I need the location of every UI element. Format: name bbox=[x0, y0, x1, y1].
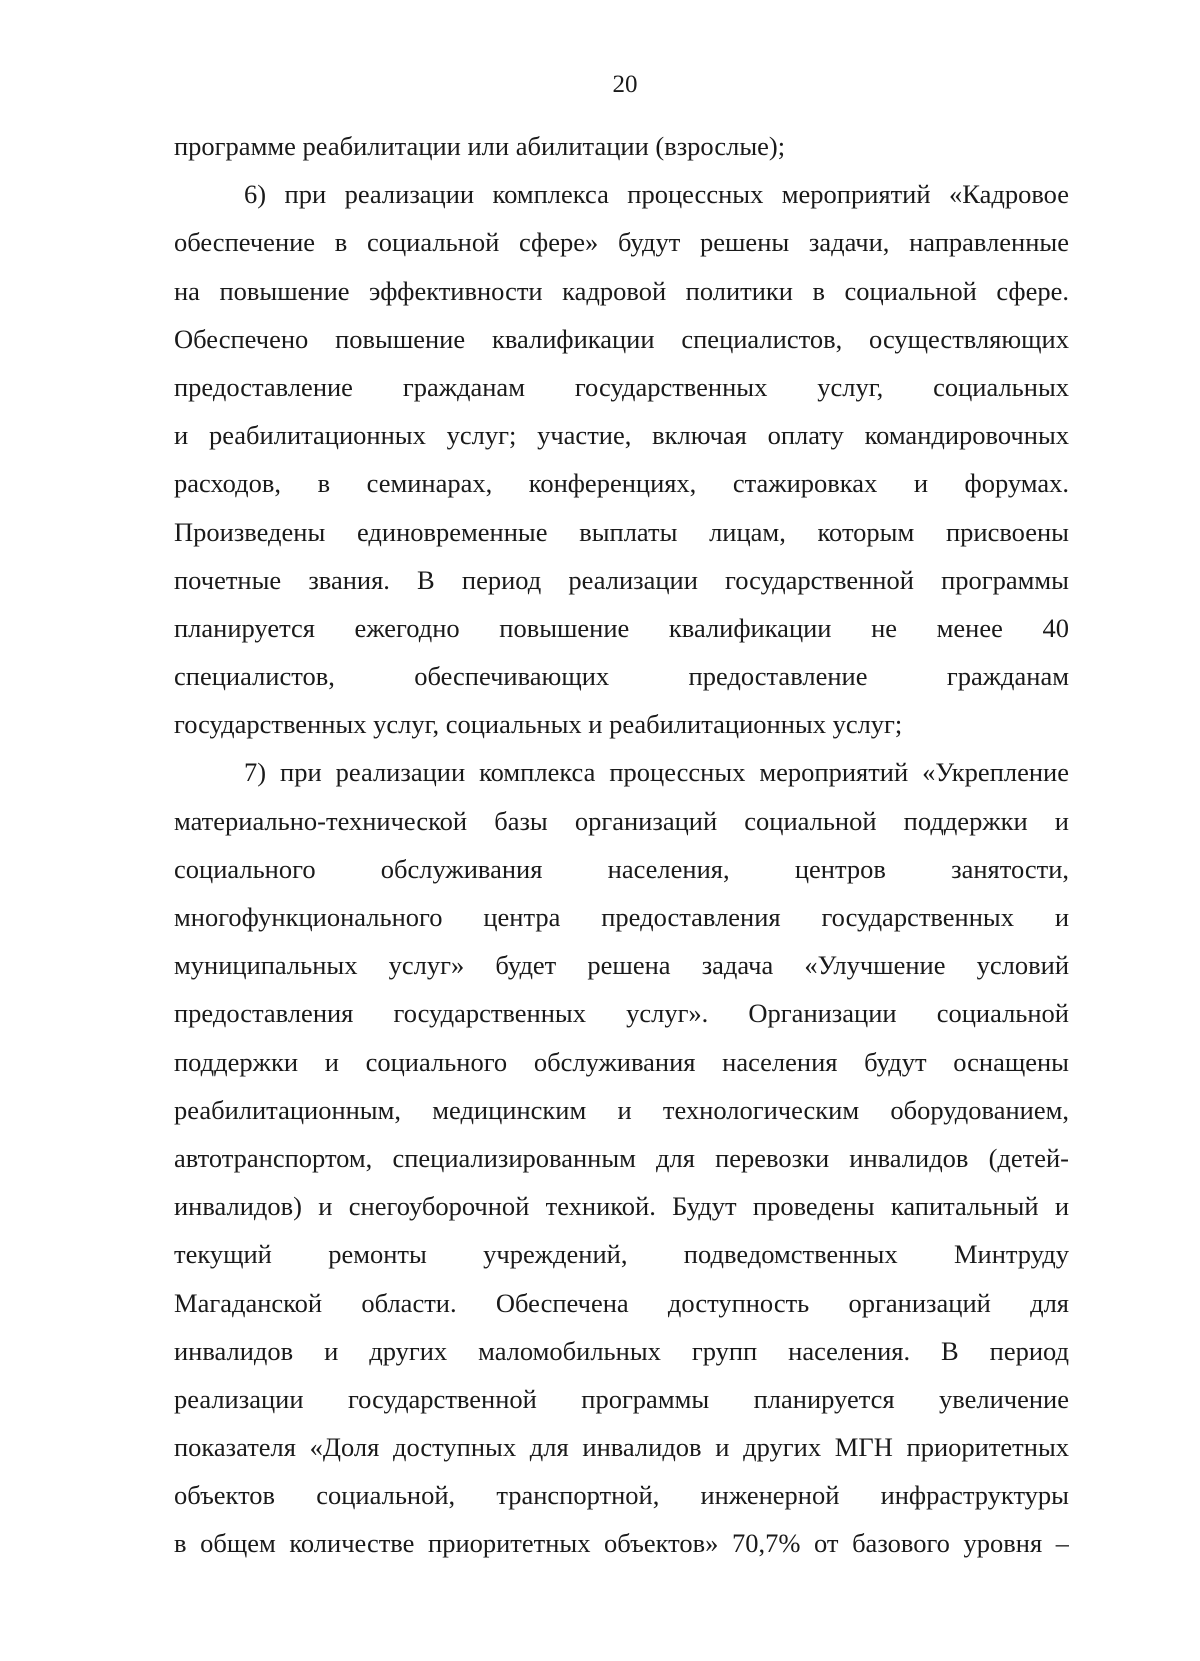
text-line: муниципальных услуг» будет решена задача «Улучшение условий bbox=[174, 950, 1069, 981]
text-line: расходов, в семинарах, конференциях, стажировках и форумах. bbox=[174, 468, 1069, 499]
text-line: Магаданской области. Обеспечена доступность организаций для bbox=[174, 1287, 1069, 1318]
text-line: почетные звания. В период реализации государственной программы bbox=[174, 564, 1069, 595]
body-text bbox=[174, 122, 1069, 1568]
text-line: инвалидов и других маломобильных групп населения. В период bbox=[174, 1335, 1069, 1366]
text-line: в общем количестве приоритетных объектов» 70,7% от базового уровня – bbox=[174, 1528, 1069, 1559]
text-line: программе реабилитации или абилитации (взрослые); bbox=[174, 131, 786, 161]
text-line: предоставления государственных услуг». Организации социальной bbox=[174, 998, 1069, 1029]
text-line: 6) при реализации комплекса процессных мероприятий «Кадровое bbox=[244, 179, 1069, 210]
page-number: 20 bbox=[612, 71, 638, 98]
text-line: многофункционального центра предоставления государственных и bbox=[174, 902, 1069, 932]
text-line: поддержки и социального обслуживания населения будут оснащены bbox=[174, 1046, 1069, 1077]
text-line: государственных услуг, социальных и реабилитационных услуг; bbox=[174, 709, 903, 740]
text-line: и реабилитационных услуг; участие, включая оплату командировочных bbox=[174, 420, 1069, 451]
text-line: предоставление гражданам государственных услуг, социальных bbox=[174, 371, 1069, 402]
text-line: специалистов, обеспечивающих предоставление гражданам bbox=[174, 661, 1069, 692]
text-line: реабилитационным, медицинским и технологическим оборудованием, bbox=[174, 1094, 1069, 1125]
text-line: 7) при реализации комплекса процессных мероприятий «Укрепление bbox=[244, 757, 1069, 788]
text-line: обеспечение в социальной сфере» будут решены задачи, направленные bbox=[174, 227, 1069, 258]
text-line: социального обслуживания населения, центров занятости, bbox=[174, 853, 1069, 884]
text-line: Обеспечено повышение квалификации специалистов, осуществляющих bbox=[174, 323, 1069, 354]
text-line: Произведены единовременные выплаты лицам, которым присвоены bbox=[174, 516, 1069, 547]
text-line: объектов социальной, транспортной, инженерной инфраструктуры bbox=[174, 1480, 1069, 1511]
text-line: реализации государственной программы планируется увеличение bbox=[174, 1383, 1069, 1414]
text-line: автотранспортом, специализированным для перевозки инвалидов (детей- bbox=[174, 1142, 1069, 1173]
text-line: текущий ремонты учреждений, подведомственных Минтруду bbox=[174, 1239, 1069, 1270]
text-line: на повышение эффективности кадровой политики в социальной сфере. bbox=[174, 275, 1069, 306]
text-line: материально-технической базы организаций социальной поддержки и bbox=[174, 805, 1069, 836]
text-line: планируется ежегодно повышение квалификации не менее 40 bbox=[174, 612, 1069, 643]
text-line: инвалидов) и снегоуборочной техникой. Будут проведены капитальный и bbox=[174, 1191, 1069, 1222]
text-line: показателя «Доля доступных для инвалидов и других МГН приоритетных bbox=[174, 1432, 1069, 1463]
